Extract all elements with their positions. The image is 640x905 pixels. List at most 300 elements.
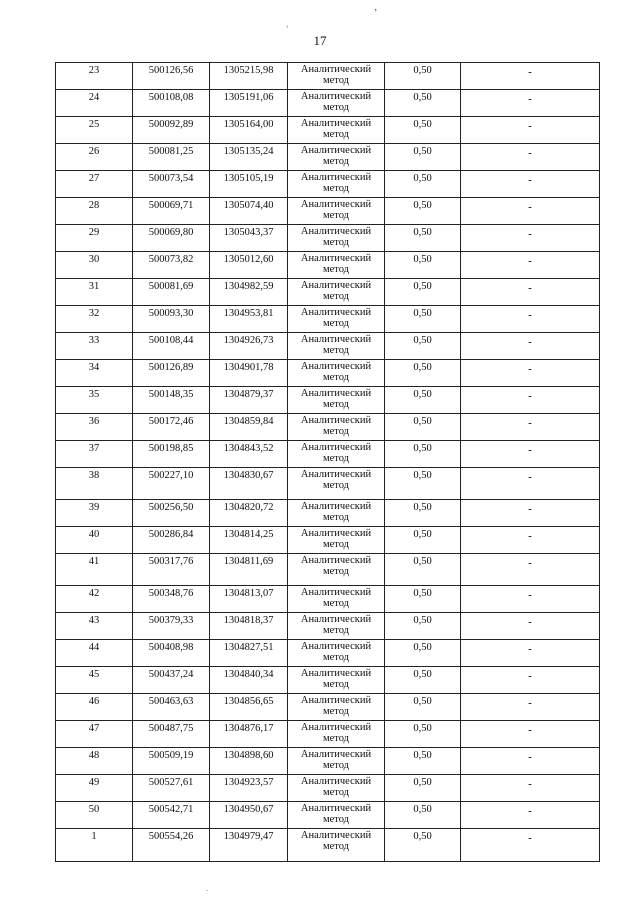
empty-value-text: - bbox=[528, 418, 532, 429]
y-coordinate-cell bbox=[210, 144, 288, 171]
x-coordinate-text: 500081,25 bbox=[148, 146, 194, 157]
y-coordinate-cell bbox=[210, 441, 288, 468]
x-coordinate-cell bbox=[133, 748, 210, 775]
method-cell bbox=[288, 306, 385, 333]
empty-value-cell bbox=[461, 225, 600, 252]
empty-value-text: - bbox=[528, 698, 532, 709]
point-number-cell bbox=[56, 667, 133, 694]
accuracy-text: 0,50 bbox=[413, 642, 432, 653]
point-number-text: 43 bbox=[88, 615, 100, 626]
accuracy-text: 0,50 bbox=[413, 723, 432, 734]
method-text: Аналитический метод bbox=[300, 641, 372, 663]
table-row bbox=[56, 387, 600, 414]
x-coordinate-text: 500073,82 bbox=[148, 254, 194, 265]
accuracy-cell bbox=[385, 225, 461, 252]
point-number-cell bbox=[56, 279, 133, 306]
accuracy-text: 0,50 bbox=[413, 696, 432, 707]
accuracy-cell bbox=[385, 198, 461, 225]
table-row bbox=[56, 225, 600, 252]
empty-value-cell bbox=[461, 387, 600, 414]
table-row bbox=[56, 171, 600, 198]
empty-value-cell bbox=[461, 360, 600, 387]
y-coordinate-cell bbox=[210, 63, 288, 90]
empty-value-text: - bbox=[528, 779, 532, 790]
method-text: Аналитический метод bbox=[300, 199, 372, 221]
point-number-text: 49 bbox=[88, 777, 100, 788]
page-number: 17 bbox=[313, 33, 327, 48]
y-coordinate-text: 1305215,98 bbox=[223, 65, 274, 76]
accuracy-text: 0,50 bbox=[413, 831, 432, 842]
empty-value-text: - bbox=[528, 337, 532, 348]
x-coordinate-cell bbox=[133, 802, 210, 829]
table-row bbox=[56, 63, 600, 90]
point-number-text: 37 bbox=[88, 443, 100, 454]
x-coordinate-cell bbox=[133, 333, 210, 360]
accuracy-cell bbox=[385, 721, 461, 748]
empty-value-cell bbox=[461, 279, 600, 306]
coordinates-table-body bbox=[56, 63, 600, 862]
x-coordinate-text: 500317,76 bbox=[148, 556, 194, 567]
table-row bbox=[56, 441, 600, 468]
empty-value-cell bbox=[461, 613, 600, 640]
method-cell bbox=[288, 775, 385, 802]
accuracy-cell bbox=[385, 667, 461, 694]
x-coordinate-text: 500408,98 bbox=[148, 642, 194, 653]
method-text: Аналитический метод bbox=[300, 361, 372, 383]
accuracy-cell bbox=[385, 360, 461, 387]
method-text: Аналитический метод bbox=[300, 388, 372, 410]
table-row bbox=[56, 554, 600, 586]
empty-value-cell bbox=[461, 829, 600, 862]
x-coordinate-cell bbox=[133, 306, 210, 333]
y-coordinate-text: 1304820,72 bbox=[223, 502, 274, 513]
empty-value-text: - bbox=[528, 833, 532, 844]
accuracy-text: 0,50 bbox=[413, 65, 432, 76]
x-coordinate-cell bbox=[133, 441, 210, 468]
x-coordinate-text: 500172,46 bbox=[148, 416, 194, 427]
accuracy-text: 0,50 bbox=[413, 777, 432, 788]
table-row bbox=[56, 279, 600, 306]
y-coordinate-cell bbox=[210, 586, 288, 613]
accuracy-text: 0,50 bbox=[413, 227, 432, 238]
method-text: Аналитический метод bbox=[300, 118, 372, 140]
method-text: Аналитический метод bbox=[300, 91, 372, 113]
point-number-cell bbox=[56, 252, 133, 279]
method-text: Аналитический метод bbox=[300, 555, 372, 577]
y-coordinate-cell bbox=[210, 306, 288, 333]
accuracy-text: 0,50 bbox=[413, 556, 432, 567]
empty-value-text: - bbox=[528, 67, 532, 78]
table-row bbox=[56, 117, 600, 144]
x-coordinate-text: 500348,76 bbox=[148, 588, 194, 599]
y-coordinate-text: 1304982,59 bbox=[223, 281, 274, 292]
scan-mark: ‘ bbox=[286, 24, 289, 33]
x-coordinate-text: 500069,80 bbox=[148, 227, 194, 238]
accuracy-text: 0,50 bbox=[413, 335, 432, 346]
x-coordinate-cell bbox=[133, 198, 210, 225]
point-number-cell bbox=[56, 748, 133, 775]
point-number-cell bbox=[56, 387, 133, 414]
empty-value-cell bbox=[461, 468, 600, 500]
y-coordinate-text: 1305164,00 bbox=[223, 119, 274, 130]
point-number-cell bbox=[56, 333, 133, 360]
x-coordinate-cell bbox=[133, 613, 210, 640]
method-text: Аналитический метод bbox=[300, 501, 372, 523]
empty-value-text: - bbox=[528, 806, 532, 817]
method-cell bbox=[288, 333, 385, 360]
accuracy-cell bbox=[385, 775, 461, 802]
point-number-text: 25 bbox=[88, 119, 100, 130]
method-text: Аналитический метод bbox=[300, 587, 372, 609]
y-coordinate-cell bbox=[210, 775, 288, 802]
empty-value-cell bbox=[461, 306, 600, 333]
y-coordinate-text: 1304843,52 bbox=[223, 443, 274, 454]
accuracy-text: 0,50 bbox=[413, 362, 432, 373]
method-text: Аналитический метод bbox=[300, 226, 372, 248]
method-text: Аналитический метод bbox=[300, 334, 372, 356]
method-cell bbox=[288, 802, 385, 829]
method-cell bbox=[288, 829, 385, 862]
point-number-text: 27 bbox=[88, 173, 100, 184]
y-coordinate-cell bbox=[210, 252, 288, 279]
point-number-text: 39 bbox=[88, 502, 100, 513]
method-cell bbox=[288, 279, 385, 306]
accuracy-cell bbox=[385, 694, 461, 721]
point-number-cell bbox=[56, 414, 133, 441]
accuracy-text: 0,50 bbox=[413, 254, 432, 265]
accuracy-cell bbox=[385, 171, 461, 198]
accuracy-cell bbox=[385, 441, 461, 468]
accuracy-text: 0,50 bbox=[413, 308, 432, 319]
y-coordinate-cell bbox=[210, 333, 288, 360]
empty-value-text: - bbox=[528, 558, 532, 569]
method-cell bbox=[288, 527, 385, 554]
x-coordinate-text: 500256,50 bbox=[148, 502, 194, 513]
y-coordinate-cell bbox=[210, 829, 288, 862]
x-coordinate-cell bbox=[133, 829, 210, 862]
x-coordinate-text: 500069,71 bbox=[148, 200, 194, 211]
method-cell bbox=[288, 198, 385, 225]
y-coordinate-cell bbox=[210, 360, 288, 387]
table-row bbox=[56, 667, 600, 694]
method-text: Аналитический метод bbox=[300, 253, 372, 275]
x-coordinate-text: 500379,33 bbox=[148, 615, 194, 626]
x-coordinate-text: 500554,26 bbox=[148, 831, 194, 842]
method-cell bbox=[288, 468, 385, 500]
empty-value-text: - bbox=[528, 148, 532, 159]
y-coordinate-text: 1304811,69 bbox=[223, 556, 274, 567]
point-number-cell bbox=[56, 613, 133, 640]
scan-mark: . bbox=[206, 884, 208, 893]
accuracy-cell bbox=[385, 414, 461, 441]
accuracy-cell bbox=[385, 279, 461, 306]
method-cell bbox=[288, 586, 385, 613]
point-number-text: 23 bbox=[88, 65, 100, 76]
x-coordinate-cell bbox=[133, 586, 210, 613]
x-coordinate-text: 500227,10 bbox=[148, 470, 194, 481]
y-coordinate-cell bbox=[210, 667, 288, 694]
x-coordinate-cell bbox=[133, 640, 210, 667]
point-number-text: 32 bbox=[88, 308, 100, 319]
y-coordinate-text: 1304879,37 bbox=[223, 389, 274, 400]
table-row bbox=[56, 748, 600, 775]
empty-value-cell bbox=[461, 775, 600, 802]
point-number-text: 40 bbox=[88, 529, 100, 540]
y-coordinate-cell bbox=[210, 554, 288, 586]
x-coordinate-cell bbox=[133, 414, 210, 441]
accuracy-cell bbox=[385, 90, 461, 117]
y-coordinate-text: 1304950,67 bbox=[223, 804, 274, 815]
accuracy-text: 0,50 bbox=[413, 92, 432, 103]
method-cell bbox=[288, 441, 385, 468]
empty-value-cell bbox=[461, 748, 600, 775]
table-row bbox=[56, 775, 600, 802]
x-coordinate-cell bbox=[133, 775, 210, 802]
y-coordinate-text: 1304979,47 bbox=[223, 831, 274, 842]
y-coordinate-cell bbox=[210, 694, 288, 721]
accuracy-text: 0,50 bbox=[413, 669, 432, 680]
y-coordinate-text: 1305012,60 bbox=[223, 254, 274, 265]
y-coordinate-text: 1304830,67 bbox=[223, 470, 274, 481]
empty-value-cell bbox=[461, 586, 600, 613]
point-number-text: 28 bbox=[88, 200, 100, 211]
y-coordinate-cell bbox=[210, 387, 288, 414]
accuracy-cell bbox=[385, 63, 461, 90]
point-number-text: 50 bbox=[88, 804, 100, 815]
empty-value-text: - bbox=[528, 202, 532, 213]
method-cell bbox=[288, 748, 385, 775]
table-row bbox=[56, 198, 600, 225]
x-coordinate-text: 500108,08 bbox=[148, 92, 194, 103]
method-cell bbox=[288, 171, 385, 198]
method-cell bbox=[288, 694, 385, 721]
y-coordinate-cell bbox=[210, 500, 288, 527]
empty-value-text: - bbox=[528, 725, 532, 736]
y-coordinate-text: 1304926,73 bbox=[223, 335, 274, 346]
x-coordinate-cell bbox=[133, 554, 210, 586]
method-text: Аналитический метод bbox=[300, 722, 372, 744]
x-coordinate-text: 500081,69 bbox=[148, 281, 194, 292]
table-row bbox=[56, 694, 600, 721]
accuracy-text: 0,50 bbox=[413, 470, 432, 481]
empty-value-cell bbox=[461, 721, 600, 748]
table-row bbox=[56, 586, 600, 613]
x-coordinate-cell bbox=[133, 252, 210, 279]
x-coordinate-text: 500198,85 bbox=[148, 443, 194, 454]
y-coordinate-text: 1304840,34 bbox=[223, 669, 274, 680]
x-coordinate-text: 500487,75 bbox=[148, 723, 194, 734]
empty-value-cell bbox=[461, 667, 600, 694]
x-coordinate-cell bbox=[133, 279, 210, 306]
point-number-text: 47 bbox=[88, 723, 100, 734]
method-text: Аналитический метод bbox=[300, 668, 372, 690]
empty-value-text: - bbox=[528, 671, 532, 682]
method-cell bbox=[288, 252, 385, 279]
x-coordinate-text: 500509,19 bbox=[148, 750, 194, 761]
method-text: Аналитический метод bbox=[300, 614, 372, 636]
point-number-text: 36 bbox=[88, 416, 100, 427]
accuracy-cell bbox=[385, 554, 461, 586]
method-text: Аналитический метод bbox=[300, 695, 372, 717]
y-coordinate-text: 1304876,17 bbox=[223, 723, 274, 734]
empty-value-cell bbox=[461, 640, 600, 667]
point-number-text: 38 bbox=[88, 470, 100, 481]
point-number-text: 1 bbox=[91, 831, 97, 842]
y-coordinate-cell bbox=[210, 414, 288, 441]
y-coordinate-text: 1304827,51 bbox=[223, 642, 274, 653]
y-coordinate-cell bbox=[210, 721, 288, 748]
point-number-cell bbox=[56, 721, 133, 748]
table-row bbox=[56, 333, 600, 360]
method-text: Аналитический метод bbox=[300, 64, 372, 86]
empty-value-cell bbox=[461, 500, 600, 527]
x-coordinate-cell bbox=[133, 225, 210, 252]
empty-value-text: - bbox=[528, 644, 532, 655]
point-number-cell bbox=[56, 441, 133, 468]
empty-value-cell bbox=[461, 171, 600, 198]
point-number-text: 34 bbox=[88, 362, 100, 373]
x-coordinate-cell bbox=[133, 171, 210, 198]
point-number-cell bbox=[56, 306, 133, 333]
accuracy-text: 0,50 bbox=[413, 281, 432, 292]
x-coordinate-cell bbox=[133, 144, 210, 171]
point-number-cell bbox=[56, 198, 133, 225]
table-row bbox=[56, 721, 600, 748]
point-number-cell bbox=[56, 90, 133, 117]
method-cell bbox=[288, 90, 385, 117]
point-number-cell bbox=[56, 554, 133, 586]
point-number-text: 26 bbox=[88, 146, 100, 157]
method-cell bbox=[288, 554, 385, 586]
method-text: Аналитический метод bbox=[300, 830, 372, 852]
empty-value-cell bbox=[461, 90, 600, 117]
x-coordinate-cell bbox=[133, 468, 210, 500]
x-coordinate-cell bbox=[133, 721, 210, 748]
method-text: Аналитический метод bbox=[300, 776, 372, 798]
point-number-cell bbox=[56, 117, 133, 144]
y-coordinate-cell bbox=[210, 279, 288, 306]
accuracy-cell bbox=[385, 640, 461, 667]
method-cell bbox=[288, 63, 385, 90]
accuracy-cell bbox=[385, 500, 461, 527]
empty-value-text: - bbox=[528, 531, 532, 542]
empty-value-cell bbox=[461, 144, 600, 171]
table-row bbox=[56, 613, 600, 640]
table-row bbox=[56, 640, 600, 667]
empty-value-cell bbox=[461, 554, 600, 586]
point-number-cell bbox=[56, 527, 133, 554]
point-number-text: 42 bbox=[88, 588, 100, 599]
y-coordinate-cell bbox=[210, 198, 288, 225]
x-coordinate-text: 500126,56 bbox=[148, 65, 194, 76]
point-number-cell bbox=[56, 640, 133, 667]
accuracy-text: 0,50 bbox=[413, 750, 432, 761]
accuracy-text: 0,50 bbox=[413, 804, 432, 815]
empty-value-text: - bbox=[528, 283, 532, 294]
accuracy-text: 0,50 bbox=[413, 389, 432, 400]
method-cell bbox=[288, 387, 385, 414]
accuracy-text: 0,50 bbox=[413, 200, 432, 211]
point-number-cell bbox=[56, 586, 133, 613]
point-number-cell bbox=[56, 500, 133, 527]
method-cell bbox=[288, 117, 385, 144]
y-coordinate-text: 1304813,07 bbox=[223, 588, 274, 599]
x-coordinate-cell bbox=[133, 63, 210, 90]
point-number-text: 33 bbox=[88, 335, 100, 346]
method-text: Аналитический метод bbox=[300, 803, 372, 825]
table-row bbox=[56, 414, 600, 441]
empty-value-text: - bbox=[528, 175, 532, 186]
x-coordinate-text: 500073,54 bbox=[148, 173, 194, 184]
x-coordinate-text: 500286,84 bbox=[148, 529, 194, 540]
accuracy-text: 0,50 bbox=[413, 615, 432, 626]
accuracy-cell bbox=[385, 527, 461, 554]
empty-value-text: - bbox=[528, 617, 532, 628]
y-coordinate-text: 1305191,06 bbox=[223, 92, 274, 103]
y-coordinate-cell bbox=[210, 613, 288, 640]
accuracy-cell bbox=[385, 144, 461, 171]
table-row bbox=[56, 527, 600, 554]
table-row bbox=[56, 360, 600, 387]
point-number-text: 41 bbox=[88, 556, 100, 567]
method-cell bbox=[288, 414, 385, 441]
accuracy-cell bbox=[385, 306, 461, 333]
x-coordinate-text: 500148,35 bbox=[148, 389, 194, 400]
empty-value-cell bbox=[461, 63, 600, 90]
x-coordinate-text: 500527,61 bbox=[148, 777, 194, 788]
point-number-text: 30 bbox=[88, 254, 100, 265]
y-coordinate-text: 1304856,65 bbox=[223, 696, 274, 707]
empty-value-text: - bbox=[528, 504, 532, 515]
method-cell bbox=[288, 667, 385, 694]
accuracy-cell bbox=[385, 387, 461, 414]
accuracy-cell bbox=[385, 468, 461, 500]
point-number-cell bbox=[56, 144, 133, 171]
table-row bbox=[56, 144, 600, 171]
empty-value-cell bbox=[461, 527, 600, 554]
y-coordinate-text: 1304901,78 bbox=[223, 362, 274, 373]
empty-value-cell bbox=[461, 414, 600, 441]
method-cell bbox=[288, 225, 385, 252]
point-number-text: 48 bbox=[88, 750, 100, 761]
point-number-text: 29 bbox=[88, 227, 100, 238]
method-text: Аналитический метод bbox=[300, 145, 372, 167]
accuracy-cell bbox=[385, 802, 461, 829]
x-coordinate-cell bbox=[133, 90, 210, 117]
empty-value-cell bbox=[461, 333, 600, 360]
point-number-cell bbox=[56, 468, 133, 500]
y-coordinate-text: 1305043,37 bbox=[223, 227, 274, 238]
table-row bbox=[56, 306, 600, 333]
accuracy-cell bbox=[385, 252, 461, 279]
accuracy-text: 0,50 bbox=[413, 588, 432, 599]
x-coordinate-cell bbox=[133, 667, 210, 694]
accuracy-text: 0,50 bbox=[413, 443, 432, 454]
accuracy-cell bbox=[385, 333, 461, 360]
point-number-cell bbox=[56, 775, 133, 802]
point-number-text: 44 bbox=[88, 642, 100, 653]
x-coordinate-text: 500093,30 bbox=[148, 308, 194, 319]
x-coordinate-cell bbox=[133, 694, 210, 721]
accuracy-cell bbox=[385, 117, 461, 144]
empty-value-cell bbox=[461, 694, 600, 721]
y-coordinate-cell bbox=[210, 225, 288, 252]
table-row bbox=[56, 252, 600, 279]
point-number-text: 24 bbox=[88, 92, 100, 103]
method-cell bbox=[288, 640, 385, 667]
method-text: Аналитический метод bbox=[300, 528, 372, 550]
y-coordinate-cell bbox=[210, 802, 288, 829]
